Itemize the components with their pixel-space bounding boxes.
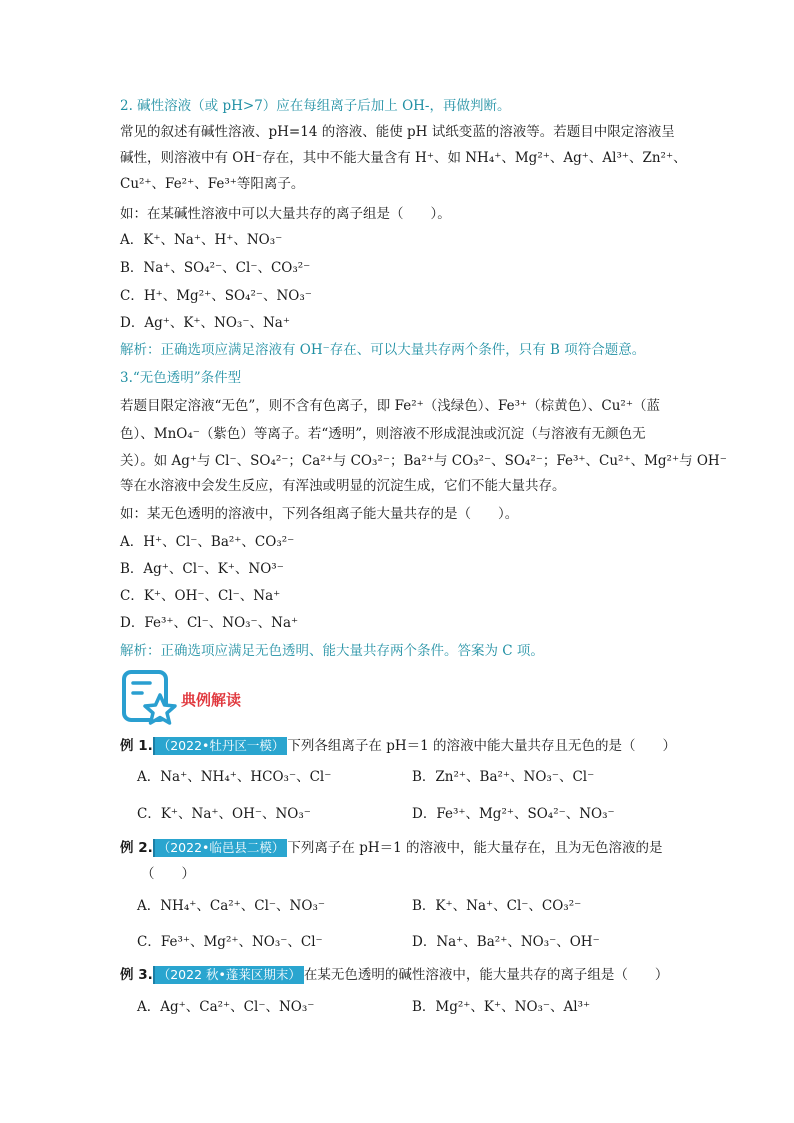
section-2-option-a: A．K⁺、Na⁺、H⁺、NO₃⁻ bbox=[120, 232, 283, 248]
section-3-option-d: D．Fe³⁺、Cl⁻、NO₃⁻、Na⁺ bbox=[120, 615, 299, 631]
example-3-stem bbox=[120, 965, 668, 985]
example-3-option-b: B．Mg²⁺、K⁺、NO₃⁻、Al³⁺ bbox=[412, 999, 591, 1015]
section-2-question: 如：在某碱性溶液中可以大量共存的离子组是（ ）。 bbox=[120, 206, 451, 222]
section-3-question: 如：某无色透明的溶液中，下列各组离子能大量共存的是（ ）。 bbox=[120, 506, 519, 522]
section-3-para-line2: 色）、MnO₄⁻（紫色）等离子。若“透明”，则溶液不形成混浊或沉淀（与溶液有无颜色无 bbox=[120, 426, 646, 442]
example-1-option-b: B．Zn²⁺、Ba²⁺、NO₃⁻、Cl⁻ bbox=[412, 769, 595, 785]
example-1-question: 下列各组离子在 pH＝1 的溶液中能大量共存且无色的是（ ） bbox=[287, 738, 677, 754]
section-3-option-c: C．K⁺、OH⁻、Cl⁻、Na⁺ bbox=[120, 588, 281, 604]
example-2-option-a: A．NH₄⁺、Ca²⁺、Cl⁻、NO₃⁻ bbox=[137, 898, 325, 914]
example-1-option-c: C．K⁺、Na⁺、OH⁻、NO₃⁻ bbox=[137, 806, 311, 822]
example-3-question: 在某无色透明的碱性溶液中，能大量共存的离子组是（ ） bbox=[303, 967, 669, 983]
section-2-option-d: D．Ag⁺、K⁺、NO₃⁻、Na⁺ bbox=[120, 315, 290, 331]
section-3-para-line1: 若题目限定溶液“无色”，则不含有色离子，即 Fe²⁺（浅绿色）、Fe³⁺（棕黄色）、Cu²⁺（蓝 bbox=[120, 398, 660, 414]
section-3-option-b: B．Ag⁺、Cl⁻、K⁺、NO³⁻ bbox=[120, 561, 284, 577]
section-3-analysis: 解析：正确选项应满足无色透明、能大量共存两个条件。答案为 C 项。 bbox=[120, 643, 544, 659]
example-1-source-tag: （2022•牡丹区一模） bbox=[153, 737, 288, 755]
example-1-stem bbox=[120, 736, 676, 756]
section-3-heading: 3.“无色透明”条件型 bbox=[120, 370, 242, 386]
section-2-para-line3: Cu²⁺、Fe²⁺、Fe³⁺等阳离子。 bbox=[120, 176, 305, 192]
section-2-option-c: C．H⁺、Mg²⁺、SO₄²⁻、NO₃⁻ bbox=[120, 288, 312, 304]
section-2-heading: 2. 碱性溶液（或 pH>7）应在每组离子后加上 OH-，再做判断。 bbox=[120, 98, 511, 114]
example-2-option-d: D．Na⁺、Ba²⁺、NO₃⁻、OH⁻ bbox=[412, 934, 600, 950]
example-2-source-tag: （2022•临邑县二模） bbox=[153, 839, 288, 857]
example-2-label: 例 2. bbox=[120, 840, 153, 856]
example-2-option-b: B．K⁺、Na⁺、Cl⁻、CO₃²⁻ bbox=[412, 898, 582, 914]
section-3-para-line3: 关）。如 Ag⁺与 Cl⁻、SO₄²⁻；Ca²⁺与 CO₃²⁻；Ba²⁺与 CO₃²⁻、SO₄²⁻；Fe³⁺、Cu²⁺、Mg²⁺与 OH⁻ bbox=[120, 453, 727, 469]
example-2-question: 下列离子在 pH＝1 的溶液中，能大量存在，且为无色溶液的是 bbox=[287, 840, 663, 856]
section-2-para-line1: 常见的叙述有碱性溶液、pH=14 的溶液、能使 pH 试纸变蓝的溶液等。若题目中限定溶液呈 bbox=[120, 124, 675, 140]
example-1-option-d: D．Fe³⁺、Mg²⁺、SO₄²⁻、NO₃⁻ bbox=[412, 806, 615, 822]
section-title: 典例解读 bbox=[181, 691, 242, 709]
example-3-source-tag: （2022 秋•蓬莱区期末） bbox=[153, 966, 304, 984]
example-3-option-a: A．Ag⁺、Ca²⁺、Cl⁻、NO₃⁻ bbox=[137, 999, 315, 1015]
example-1-option-a: A．Na⁺、NH₄⁺、HCO₃⁻、Cl⁻ bbox=[137, 769, 332, 785]
example-1-label: 例 1. bbox=[120, 738, 153, 754]
example-2-option-c: C．Fe³⁺、Mg²⁺、NO₃⁻、Cl⁻ bbox=[137, 934, 323, 950]
section-2-analysis: 解析：正确选项应满足溶液有 OH⁻存在、可以大量共存两个条件，只有 B 项符合题意。 bbox=[120, 342, 646, 358]
star-document-icon bbox=[120, 669, 182, 727]
section-2-option-b: B．Na⁺、SO₄²⁻、Cl⁻、CO₃²⁻ bbox=[120, 260, 311, 276]
section-3-option-a: A．H⁺、Cl⁻、Ba²⁺、CO₃²⁻ bbox=[120, 534, 295, 550]
section-3-para-line4: 等在水溶液中会发生反应，有浑浊或明显的沉淀生成，它们不能大量共存。 bbox=[120, 478, 566, 494]
section-2-para-line2: 碱性，则溶液中有 OH⁻存在，其中不能大量含有 H⁺、如 NH₄⁺、Mg²⁺、Ag⁺、Al³⁺、Zn²⁺、 bbox=[120, 150, 687, 166]
example-2-question-cont: （ ） bbox=[141, 866, 195, 882]
example-2-stem bbox=[120, 838, 663, 858]
example-3-label: 例 3. bbox=[120, 967, 153, 983]
